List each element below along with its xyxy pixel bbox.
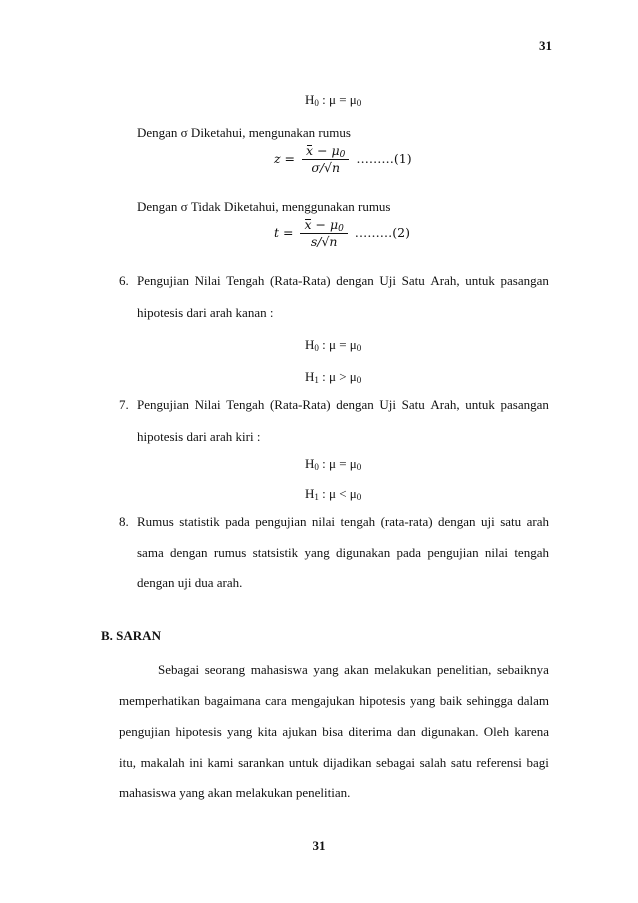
alternative-hypothesis [305, 369, 361, 385]
word: sarankan [238, 755, 285, 770]
word: bisa [322, 724, 344, 739]
word: nilai [311, 514, 336, 529]
word: pengujian [427, 545, 479, 560]
mu-subscript: 0 [356, 343, 362, 353]
list-item-text [137, 514, 549, 530]
paragraph-line [119, 755, 549, 771]
word: dengan [336, 397, 374, 412]
word: dengan [170, 545, 208, 560]
list-item-text [137, 397, 549, 413]
numerator-mu: − μ [311, 217, 339, 232]
word: mahasiswa [250, 662, 308, 677]
word: bagaimana [204, 693, 261, 708]
word: hipotesis [175, 724, 222, 739]
word: hipotesis [359, 693, 406, 708]
word: digunakan [336, 545, 391, 560]
paragraph-line [119, 693, 549, 709]
word: Pengujian [137, 397, 189, 412]
word: (Rata-Rata) [269, 397, 331, 412]
word: karena [514, 724, 549, 739]
word: pengujian [119, 724, 171, 739]
hypothesis-subscript: 0 [314, 343, 319, 353]
mu-subscript: 0 [356, 98, 362, 108]
formula-lhs: t = [274, 225, 294, 240]
mu-subscript: 0 [356, 375, 362, 385]
word: Nilai [194, 397, 221, 412]
fraction-numerator [302, 143, 349, 160]
hypothesis-subscript: 1 [314, 375, 319, 385]
list-number: 8. [119, 514, 129, 529]
hypothesis-subscript: 1 [314, 492, 319, 502]
section-heading: B. SARAN [101, 628, 161, 643]
word: Sebagai [158, 662, 200, 677]
mu-subscript: 0 [356, 492, 362, 502]
word: dan [397, 724, 416, 739]
word: Nilai [194, 273, 221, 288]
word: Oleh [483, 724, 510, 739]
word: sama [137, 545, 164, 560]
paragraph-line [158, 662, 549, 678]
word: mengajukan [291, 693, 355, 708]
word: dijadikan [323, 755, 372, 770]
word: ini [189, 755, 203, 770]
word: ajukan [282, 724, 317, 739]
word: Uji [379, 273, 397, 288]
word: Pengujian [137, 273, 189, 288]
formula-number: ………(1) [356, 151, 412, 166]
list-number: 6. [119, 273, 129, 288]
hypothesis-relation: : μ < μ [318, 486, 357, 501]
word: kita [257, 724, 278, 739]
fraction [302, 143, 349, 176]
fraction [300, 217, 347, 250]
word: Satu [401, 273, 425, 288]
list-item-text-continued: hipotesis dari arah kiri : [137, 429, 261, 444]
word: untuk [288, 755, 319, 770]
word: Tengah [226, 273, 265, 288]
list-item-text-continued [137, 545, 549, 561]
x-bar: x [304, 217, 312, 232]
word: tengah [514, 545, 549, 560]
numerator-mu: − μ [313, 143, 340, 158]
fraction-numerator [300, 217, 347, 234]
word: statsistik [252, 545, 299, 560]
hypothesis-relation: : μ = μ [318, 456, 357, 471]
word: seorang [204, 662, 246, 677]
formula-number: ………(2) [354, 225, 411, 240]
unknown-sigma-text: Dengan σ Tidak Diketahui, menggunakan rumus [137, 199, 391, 214]
x-bar: x [306, 143, 314, 158]
null-hypothesis [305, 337, 361, 353]
word: itu, [119, 755, 136, 770]
word: Uji [379, 397, 397, 412]
word: salah [419, 755, 447, 770]
word: yang [313, 662, 339, 677]
hypothesis-subscript: 0 [314, 462, 319, 472]
list-item-text-continued: dengan uji dua arah. [137, 575, 243, 590]
word: satu [500, 514, 522, 529]
page-number-top: 31 [539, 38, 552, 53]
word: nilai [484, 545, 509, 560]
hypothesis-symbol: H [305, 369, 315, 384]
word: statistik [179, 514, 220, 529]
hypothesis-symbol: H [305, 92, 315, 107]
word: tengah [340, 514, 376, 529]
word: Rumus [137, 514, 174, 529]
word: pasangan [500, 273, 549, 288]
word: referensi [476, 755, 522, 770]
word: Arah, [430, 273, 460, 288]
null-hypothesis [305, 456, 361, 472]
list-item-text-continued: hipotesis dari arah kanan : [137, 305, 274, 320]
word: sehingga [466, 693, 513, 708]
word: pada [225, 514, 250, 529]
hypothesis-symbol: H [305, 456, 315, 471]
paragraph-line [119, 724, 549, 740]
numerator-subscript: 0 [339, 150, 346, 160]
page-number-bottom: 31 [312, 838, 326, 853]
word: yang [227, 724, 253, 739]
paragraph-line: mahasiswa yang akan melakukan penelitian. [119, 785, 351, 800]
word: dengan [336, 273, 374, 288]
word: (rata-rata) [380, 514, 433, 529]
numerator-subscript: 0 [338, 224, 344, 234]
word: penelitian, [436, 662, 492, 677]
word: makalah [140, 755, 185, 770]
alternative-hypothesis [305, 486, 361, 502]
word: yang [409, 693, 436, 708]
word: dengan [438, 514, 476, 529]
word: Arah, [430, 397, 460, 412]
null-hypothesis-main [305, 92, 361, 108]
word: diterima [348, 724, 392, 739]
word: yang [304, 545, 330, 560]
hypothesis-relation: : μ = μ [318, 92, 357, 107]
list-number: 7. [119, 397, 129, 412]
known-sigma-text: Dengan σ Diketahui, mengunakan rumus [137, 125, 351, 140]
hypothesis-symbol: H [305, 337, 315, 352]
t-formula [274, 217, 410, 250]
word: sebagai [376, 755, 416, 770]
word: baik [439, 693, 463, 708]
word: rumus [213, 545, 247, 560]
word: dalam [517, 693, 549, 708]
word: untuk [465, 273, 495, 288]
word: pengujian [255, 514, 307, 529]
word: untuk [465, 397, 495, 412]
word: Satu [401, 397, 425, 412]
word: melakukan [374, 662, 432, 677]
word: pada [396, 545, 422, 560]
formula-lhs: z = [274, 151, 296, 166]
word: Tengah [226, 397, 265, 412]
fraction-denominator: s/√n [310, 234, 338, 249]
list-item-text [137, 273, 549, 289]
hypothesis-relation: : μ = μ [318, 337, 357, 352]
word: (Rata-Rata) [269, 273, 331, 288]
word: bagi [526, 755, 549, 770]
hypothesis-symbol: H [305, 486, 315, 501]
word: akan [344, 662, 369, 677]
word: digunakan. [421, 724, 479, 739]
hypothesis-relation: : μ > μ [318, 369, 357, 384]
z-formula [274, 143, 412, 176]
mu-subscript: 0 [356, 462, 362, 472]
word: sebaiknya [496, 662, 549, 677]
fraction-denominator: σ/√n [311, 160, 341, 175]
word: memperhatikan [119, 693, 200, 708]
word: pasangan [500, 397, 549, 412]
word: cara [265, 693, 287, 708]
word: satu [450, 755, 472, 770]
word: arah [526, 514, 549, 529]
word: uji [481, 514, 495, 529]
word: kami [207, 755, 234, 770]
hypothesis-subscript: 0 [314, 98, 319, 108]
